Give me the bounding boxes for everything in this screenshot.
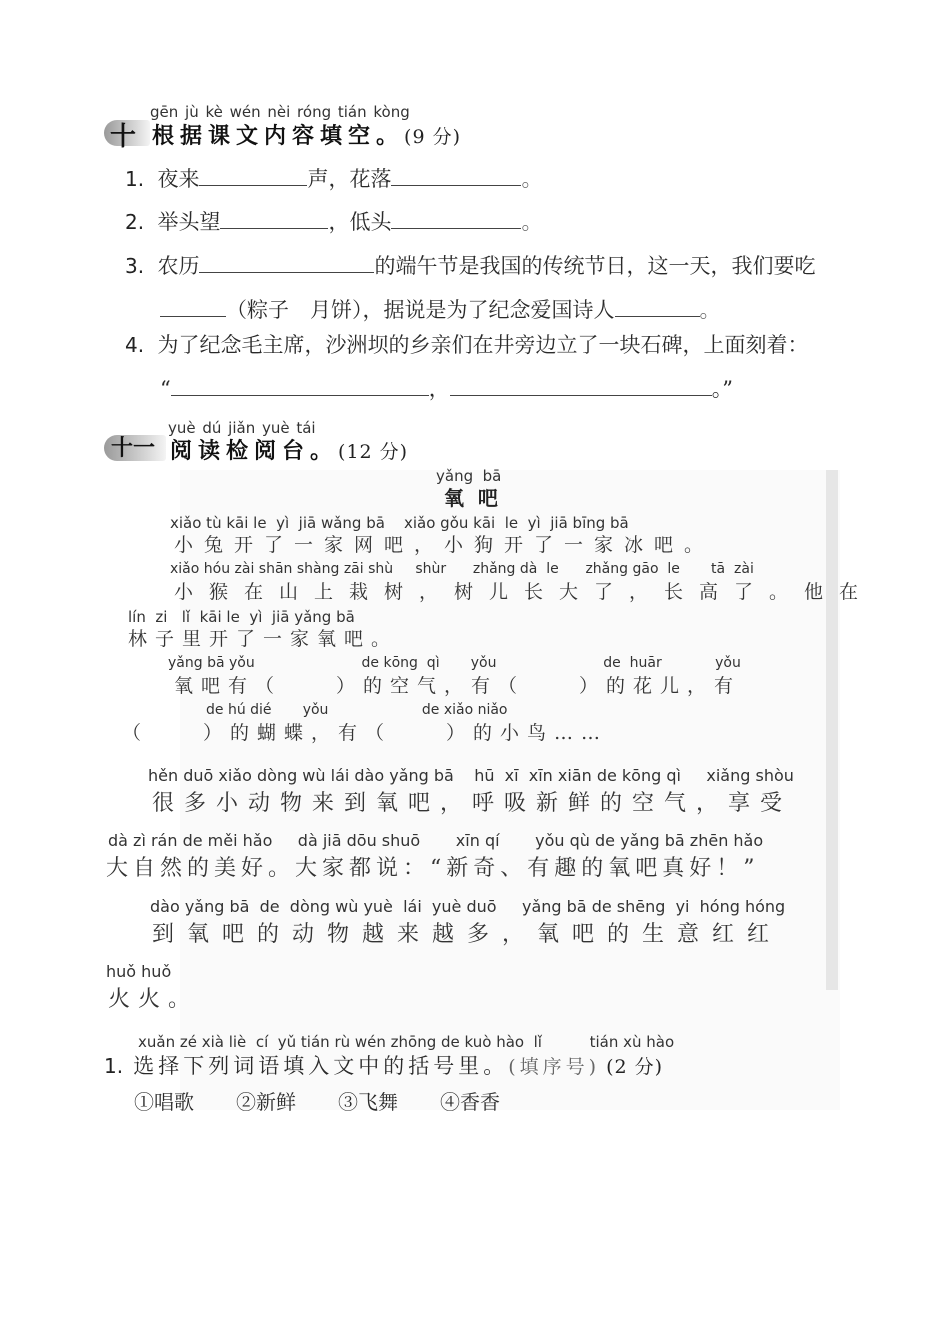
- story-line-9: 火火。: [108, 987, 199, 1012]
- question-options: （粽子 月饼），据说是为了纪念爱国诗人: [226, 298, 615, 322]
- question-2: [125, 206, 542, 236]
- question-number: 2.: [125, 210, 145, 234]
- answer-blank[interactable]: [220, 208, 328, 229]
- answer-blank[interactable]: [199, 165, 307, 186]
- question-4-cont: [160, 373, 733, 403]
- section-10-heading: [152, 119, 461, 150]
- story-line-5: （ ）的蝴蝶，有（ ）的小鸟……: [122, 722, 609, 744]
- section-11-number: 十一: [111, 436, 156, 461]
- answer-blank[interactable]: [199, 252, 374, 273]
- subquestion-hint: (填序号): [508, 1056, 601, 1078]
- story-title-pinyin: yǎng bā: [436, 467, 502, 485]
- question-text: ，低头: [328, 210, 392, 234]
- quote-comma: ，: [428, 377, 450, 401]
- story-line-1-pinyin: xiǎo tù kāi le yì jiā wǎng bā xiǎo gǒu kāi le yì jiā bīng bā: [170, 514, 629, 532]
- answer-blank[interactable]: [615, 296, 700, 317]
- question-end: 。: [699, 298, 721, 322]
- section-10-pinyin: gēn jù kè wén nèi róng tián kòng: [150, 103, 410, 121]
- word-options: [134, 1086, 500, 1115]
- section-11-score: (12 分): [338, 441, 409, 463]
- option-3: ③飞舞: [338, 1090, 398, 1114]
- question-end: 。: [521, 210, 543, 234]
- subquestion-1-pinyin: xuǎn zé xià liè cí yǔ tián rù wén zhōng de kuò hào lǐ tián xù hào: [138, 1033, 675, 1051]
- story-line-2: 小猴在山上栽树，树儿长大了，长高了。他在: [174, 581, 875, 603]
- section-11-title: 阅读检阅台: [170, 439, 311, 464]
- story-line-8: 到氧吧的动物越来越多，氧吧的生意红红: [152, 922, 783, 947]
- answer-blank[interactable]: [391, 165, 521, 186]
- subquestion-text: 选择下列词语填入文中的括号里。: [133, 1054, 509, 1078]
- section-11-heading: [170, 434, 408, 465]
- subquestion-number: 1.: [104, 1054, 124, 1078]
- question-number: 4.: [125, 333, 145, 357]
- answer-blank[interactable]: [160, 296, 226, 317]
- question-text: 声，花落: [307, 167, 392, 191]
- story-line-3-pinyin: lín zi lǐ kāi le yì jiā yǎng bā: [128, 608, 355, 626]
- subquestion-score: (2 分): [606, 1056, 664, 1078]
- scan-shading-edge: [826, 470, 838, 990]
- section-11-period: 。: [310, 439, 339, 464]
- answer-blank[interactable]: [171, 375, 429, 396]
- option-2: ②新鲜: [236, 1090, 296, 1114]
- question-text: 为了纪念毛主席，沙洲坝的乡亲们在井旁边立了一块石碑，上面刻着：: [157, 333, 809, 357]
- story-line-6-pinyin: hěn duō xiǎo dòng wù lái dào yǎng bā hū xī xīn xiān de kōng qì xiǎng shòu: [148, 766, 794, 785]
- open-quote: “: [160, 377, 171, 401]
- question-4: [125, 329, 808, 359]
- question-text: 举头望: [157, 210, 221, 234]
- question-text: 夜来: [157, 167, 200, 191]
- question-1: [125, 163, 542, 193]
- story-line-4: 氧吧有（ ）的空气，有（ ）的花儿，有: [174, 675, 742, 697]
- question-3: [125, 250, 815, 280]
- story-line-1: 小兔开了一家网吧，小狗开了一家冰吧。: [174, 534, 715, 556]
- option-4: ④香香: [440, 1090, 500, 1114]
- answer-blank[interactable]: [450, 375, 712, 396]
- question-text: 农历: [157, 254, 200, 278]
- story-line-4-pinyin: yǎng bā yǒu de kōng qì yǒu de huār yǒu: [168, 655, 741, 671]
- section-10-title: 根据课文内容填空: [152, 124, 377, 149]
- section-10-period: 。: [376, 124, 405, 149]
- question-3-cont: [160, 294, 721, 324]
- story-line-2-pinyin: xiǎo hóu zài shān shàng zāi shù shùr zhǎng dà le zhǎng gāo le tā zài: [170, 561, 754, 577]
- option-1: ①唱歌: [134, 1090, 194, 1114]
- close-quote: 。”: [711, 377, 733, 401]
- story-line-9-pinyin: huǒ huǒ: [106, 962, 172, 981]
- story-title: 氧 吧: [444, 486, 498, 510]
- question-end: 。: [521, 167, 543, 191]
- story-line-7: 大自然的美好。大家都说：“新奇、有趣的氧吧真好！”: [106, 856, 760, 881]
- section-11-pinyin: yuè dú jiǎn yuè tái: [168, 419, 316, 437]
- subquestion-1: [104, 1050, 663, 1080]
- section-10-number: 十: [110, 122, 137, 152]
- story-line-6: 很多小动物来到氧吧，呼吸新鲜的空气，享受: [152, 791, 793, 816]
- story-line-3: 林子里开了一家氧吧。: [128, 628, 399, 650]
- story-line-7-pinyin: dà zì rán de měi hǎo dà jiā dōu shuō xīn qí yǒu qù de yǎng bā zhēn hǎo: [108, 831, 764, 850]
- answer-blank[interactable]: [391, 208, 521, 229]
- story-line-5-pinyin: de hú dié yǒu de xiǎo niǎo: [206, 702, 508, 718]
- section-10-score: (9 分): [404, 126, 461, 148]
- question-text: 的端午节是我国的传统节日，这一天，我们要吃: [374, 254, 816, 278]
- question-number: 1.: [125, 167, 145, 191]
- story-line-8-pinyin: dào yǎng bā de dòng wù yuè lái yuè duō yǎng bā de shēng yi hóng hóng: [150, 897, 786, 916]
- question-number: 3.: [125, 254, 145, 278]
